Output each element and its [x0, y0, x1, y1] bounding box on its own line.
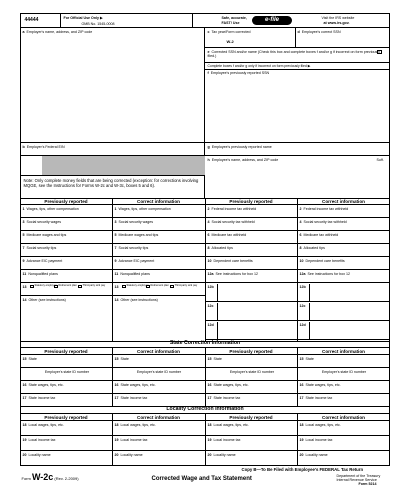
box13-corr: 13 Statutory employee Retirement plan Third-party sick pay — [114, 284, 198, 289]
col-header-corr-right: Correct information — [322, 199, 365, 204]
locality-col-corr-1: Correct information — [137, 415, 180, 420]
state-title: State Correction Information — [169, 340, 241, 346]
money-field[interactable]: 8 Allocated tips — [299, 246, 325, 250]
locality-row-field[interactable]: 19 Local income tax — [114, 438, 148, 442]
footer-irs: Internal Revenue Service — [336, 478, 377, 482]
locality-row-field[interactable]: 20 Locality name — [207, 453, 236, 457]
complete-note-bottom — [205, 63, 390, 70]
omb-number: OMB No. 1545-0008 — [81, 22, 115, 26]
state-row-field[interactable]: 16 State wages, tips, etc. — [22, 383, 64, 387]
locality-row-field[interactable]: 18 Local wages, tips, etc. — [22, 423, 64, 427]
footer-form-label: Form W-2c (Rev. 2-2009) — [21, 472, 79, 482]
money-field[interactable]: 2 Federal income tax withheld — [207, 207, 257, 211]
state-row-field[interactable]: 17 State income tax — [207, 396, 241, 400]
locality-row-field[interactable]: 20 Locality name — [22, 453, 51, 457]
money-field[interactable]: 1 Wages, tips, other compensation — [22, 207, 79, 211]
locality-row-field[interactable]: 20 Locality name — [299, 453, 328, 457]
money-field[interactable]: 7 Social security tips — [22, 246, 57, 250]
locality-col-corr-2: Correct information — [322, 415, 365, 420]
suffix-label: Suff. — [376, 158, 384, 162]
state-row-field[interactable]: 16 State wages, tips, etc. — [207, 383, 249, 387]
money-field[interactable]: 2 Federal income tax withheld — [299, 207, 349, 211]
irs-visit-text: Visit the IRS website — [321, 16, 355, 20]
locality-row-field[interactable]: 18 Local wages, tips, etc. — [299, 423, 341, 427]
footer-dept: Department of the Treasury — [336, 474, 381, 478]
state-row-field[interactable]: Employer's state ID number — [229, 370, 275, 374]
money-field[interactable]: 6 Medicare tax withheld — [207, 233, 247, 237]
state-col-prev-1: Previously reported — [44, 349, 88, 354]
complete-note: Complete boxes f and/or g only if incorrect on form previously filed ▶ — [207, 64, 311, 68]
box-h-label: h Employee's name, address, and ZIP code — [207, 158, 279, 162]
money-field[interactable]: 5 Medicare wages and tips — [22, 233, 67, 237]
box-g-label: g Employee's previously reported name — [207, 145, 272, 149]
box-b-label: b Employer's Federal EIN — [22, 145, 65, 149]
safe-accurate-text: Safe, accurate, — [221, 16, 247, 20]
locality-row-field[interactable]: 18 Local wages, tips, etc. — [207, 423, 249, 427]
state-row-field[interactable]: 17 State income tax — [114, 396, 148, 400]
box12-code-divider — [309, 322, 310, 339]
box12-code-divider — [217, 284, 218, 301]
box-f-bottom — [205, 70, 390, 143]
state-row-field[interactable]: 17 State income tax — [22, 396, 56, 400]
locality-row-field[interactable]: 19 Local income tax — [22, 438, 56, 442]
col-header-corr-left: Correct information — [137, 199, 180, 204]
state-row-field[interactable]: Employer's state ID number — [136, 370, 182, 374]
box12-code-divider — [217, 322, 218, 339]
state-col-corr-1: Correct information — [137, 349, 180, 354]
locality-row-field[interactable]: 19 Local income tax — [207, 438, 241, 442]
box12-code-divider — [309, 284, 310, 301]
money-field[interactable]: 12a See instructions for box 12 — [207, 272, 259, 276]
box12-code-field[interactable]: 12d — [207, 323, 214, 327]
money-field[interactable]: 10 Dependent care benefits — [299, 259, 345, 263]
state-row-field[interactable]: 16 State wages, tips, etc. — [299, 383, 341, 387]
footer-copy: Copy B—To Be Filed with Employee's FEDERAL Tax Return — [241, 467, 364, 472]
box12-code-field[interactable]: 12b — [207, 285, 214, 289]
header-divider-1 — [60, 13, 61, 28]
box12-code-divider — [217, 303, 218, 320]
money-field[interactable]: 3 Social security wages — [114, 220, 154, 224]
locality-title: Locality Correction Information — [166, 406, 244, 412]
money-field[interactable]: 3 Social security wages — [22, 220, 62, 224]
box-f-label: f Employee's previously reported SSN — [207, 71, 270, 75]
state-row-field[interactable]: 15 State — [299, 357, 314, 361]
money-field[interactable]: 4 Social security tax withheld — [207, 220, 255, 224]
box14-corr: 14 Other (see instructions) — [114, 298, 158, 302]
money-field[interactable]: 5 Medicare wages and tips — [114, 233, 159, 237]
box12-code-field[interactable]: 12b — [299, 285, 306, 289]
box13-prev: 13 Statutory employee Retirement plan Third-party sick pay — [22, 284, 106, 289]
money-field[interactable]: 8 Allocated tips — [207, 246, 233, 250]
box-g-bottom — [205, 143, 390, 156]
box12-code-field[interactable]: 12d — [299, 323, 306, 327]
state-row-field[interactable]: 15 State — [114, 357, 129, 361]
box12-code-field[interactable]: 12c — [207, 304, 214, 308]
box12-code-divider — [309, 303, 310, 320]
irs-url-text: at www.irs.gov. — [323, 21, 350, 25]
footer-title: Corrected Wage and Tax Statement — [151, 476, 252, 482]
state-row-field[interactable]: 16 State wages, tips, etc. — [114, 383, 156, 387]
money-field[interactable]: 9 Advance EIC payment — [22, 259, 63, 263]
official-use-label: For Official Use Only ▶ — [63, 16, 103, 20]
footer-form-no: Form 5214 — [358, 482, 377, 486]
locality-row-field[interactable]: 20 Locality name — [114, 453, 143, 457]
money-field[interactable]: 1 Wages, tips, other compensation — [114, 207, 171, 211]
box-a-bottom — [20, 28, 205, 143]
w2c-form — [20, 13, 390, 487]
control-number: 44444 — [24, 17, 39, 23]
locality-row-field[interactable]: 19 Local income tax — [299, 438, 333, 442]
box-c-label: c Tax year/Form corrected — [207, 30, 251, 34]
money-field[interactable]: 4 Social security tax withheld — [299, 220, 347, 224]
cd-bottom — [205, 28, 390, 48]
box-b-bottom — [20, 143, 205, 156]
box-e-label: e Corrected SSN and/or name (Check this box and complete boxes f and/or g if incorrect on form previously filed.) — [207, 50, 380, 59]
box14-prev: 14 Other (see instructions) — [22, 298, 66, 302]
locality-col-prev-2: Previously reported — [229, 415, 273, 420]
locality-col-prev-1: Previously reported — [44, 415, 88, 420]
shaded-area-bottom — [20, 156, 205, 176]
box12-code-field[interactable]: 12c — [299, 304, 306, 308]
state-row-field[interactable]: 17 State income tax — [299, 396, 333, 400]
box-d-label: d Employee's correct SSN — [297, 30, 341, 34]
state-col-prev-2: Previously reported — [229, 349, 273, 354]
col-header-prev-left: Previously reported — [44, 199, 88, 204]
locality-row-field[interactable]: 18 Local wages, tips, etc. — [114, 423, 156, 427]
money-field[interactable]: 10 Dependent care benefits — [207, 259, 253, 263]
money-field[interactable]: 7 Social security tips — [114, 246, 149, 250]
header-divider-2 — [192, 13, 193, 28]
money-field[interactable]: 9 Advance EIC payment — [114, 259, 155, 263]
money-field[interactable]: 11 Nonqualified plans — [22, 272, 58, 276]
state-row-field[interactable]: Employer's state ID number — [321, 370, 367, 374]
state-row-field[interactable]: 15 State — [207, 357, 222, 361]
col-header-prev-right: Previously reported — [229, 199, 273, 204]
form-code: W-2 — [226, 39, 234, 44]
box-a-label: a Employer's name, address, and ZIP code — [22, 30, 93, 34]
state-col-corr-2: Correct information — [322, 349, 365, 354]
money-field[interactable]: 11 Nonqualified plans — [114, 272, 150, 276]
efile-logo: e-file — [252, 16, 292, 25]
money-field[interactable]: 6 Medicare tax withheld — [299, 233, 339, 237]
state-row-field[interactable]: 15 State — [22, 357, 37, 361]
money-field[interactable]: 12a See instructions for box 12 — [299, 272, 351, 276]
state-row-field[interactable]: Employer's state ID number — [44, 370, 90, 374]
box-e-bottom — [205, 48, 390, 63]
note-text: Note: Only complete money fields that are being corrected (exception: for corrections involving MQGE, see the Instructions for Forms W-2c and W-3c, boxes 5 and 6). — [23, 178, 199, 189]
fast-use-text: FAST! Use — [221, 21, 240, 25]
